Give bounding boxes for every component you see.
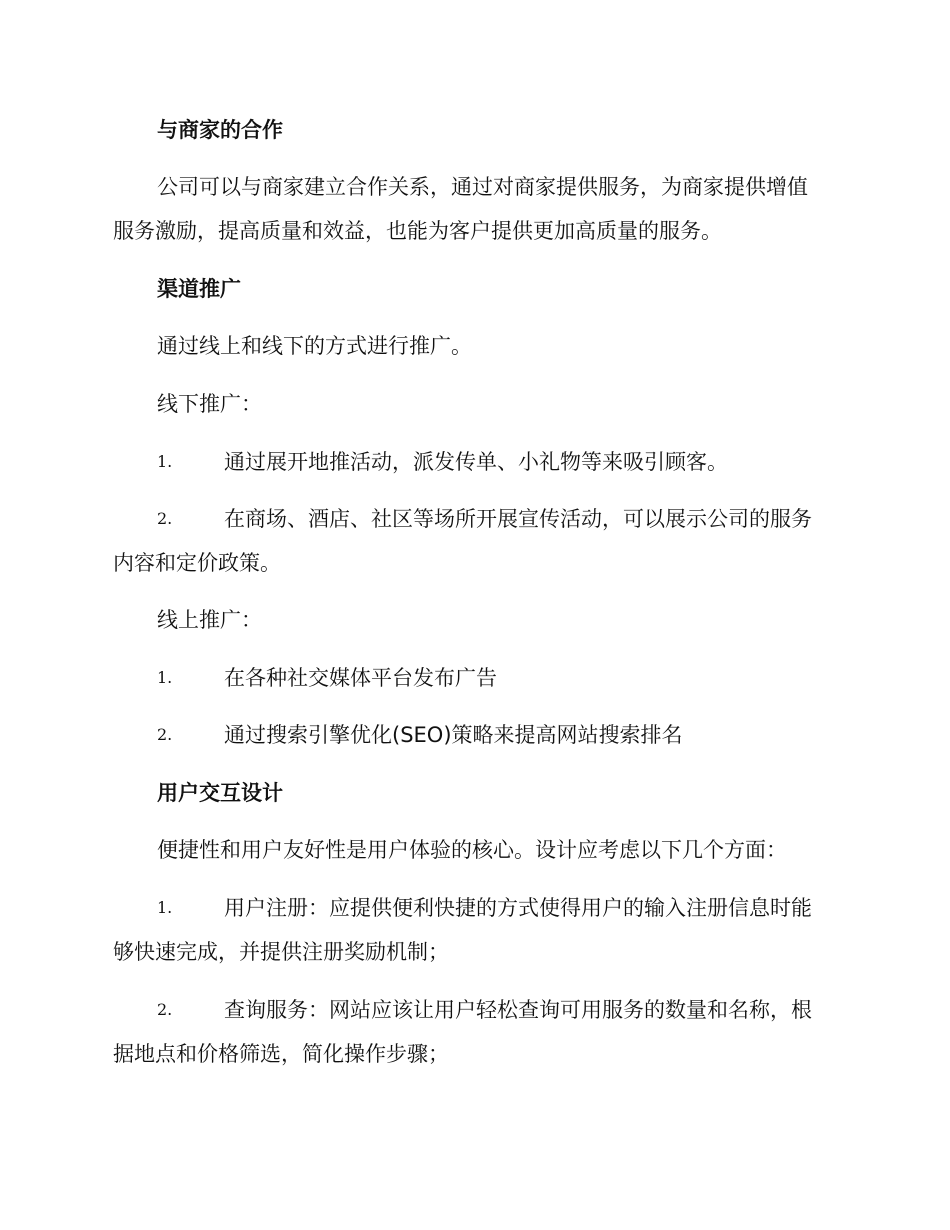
list-number: 1.: [157, 898, 173, 917]
heading-channel-promotion: 渠道推广: [157, 277, 241, 301]
paragraph-interaction-intro: 便捷性和用户友好性是用户体验的核心。设计应考虑以下几个方面：: [157, 838, 787, 862]
list-number: 1.: [157, 452, 173, 471]
label-online-promotion: 线上推广：: [157, 608, 262, 632]
list-item-offline-2-line-2: 内容和定价政策。: [113, 551, 281, 575]
list-item-online-2: 通过搜索引擎优化(SEO)策略来提高网站搜索排名: [224, 723, 683, 747]
heading-merchant-cooperation: 与商家的合作: [157, 118, 283, 142]
list-item-interaction-1-line-2: 够快速完成，并提供注册奖励机制；: [113, 940, 449, 964]
list-number: 2.: [157, 1000, 173, 1019]
list-item-offline-2-line-1: 在商场、酒店、社区等场所开展宣传活动，可以展示公司的服务: [224, 507, 812, 531]
paragraph-merchant-line-1: 公司可以与商家建立合作关系，通过对商家提供服务，为商家提供增值: [157, 175, 808, 199]
list-number: 2.: [157, 725, 173, 744]
list-item-online-1: 在各种社交媒体平台发布广告: [224, 666, 497, 690]
list-item-interaction-2-line-1: 查询服务：网站应该让用户轻松查询可用服务的数量和名称，根: [224, 998, 812, 1022]
list-item-interaction-1-line-1: 用户注册：应提供便利快捷的方式使得用户的输入注册信息时能: [224, 896, 812, 920]
list-item-offline-1: 通过展开地推活动，派发传单、小礼物等来吸引顾客。: [224, 450, 728, 474]
label-offline-promotion: 线下推广：: [157, 392, 262, 416]
list-number: 1.: [157, 668, 173, 687]
list-number: 2.: [157, 509, 173, 528]
paragraph-channel-intro: 通过线上和线下的方式进行推广。: [157, 334, 472, 358]
heading-user-interaction-design: 用户交互设计: [157, 781, 283, 805]
list-item-interaction-2-line-2: 据地点和价格筛选，简化操作步骤；: [113, 1042, 449, 1066]
paragraph-merchant-line-2: 服务激励，提高质量和效益，也能为客户提供更加高质量的服务。: [113, 219, 722, 243]
